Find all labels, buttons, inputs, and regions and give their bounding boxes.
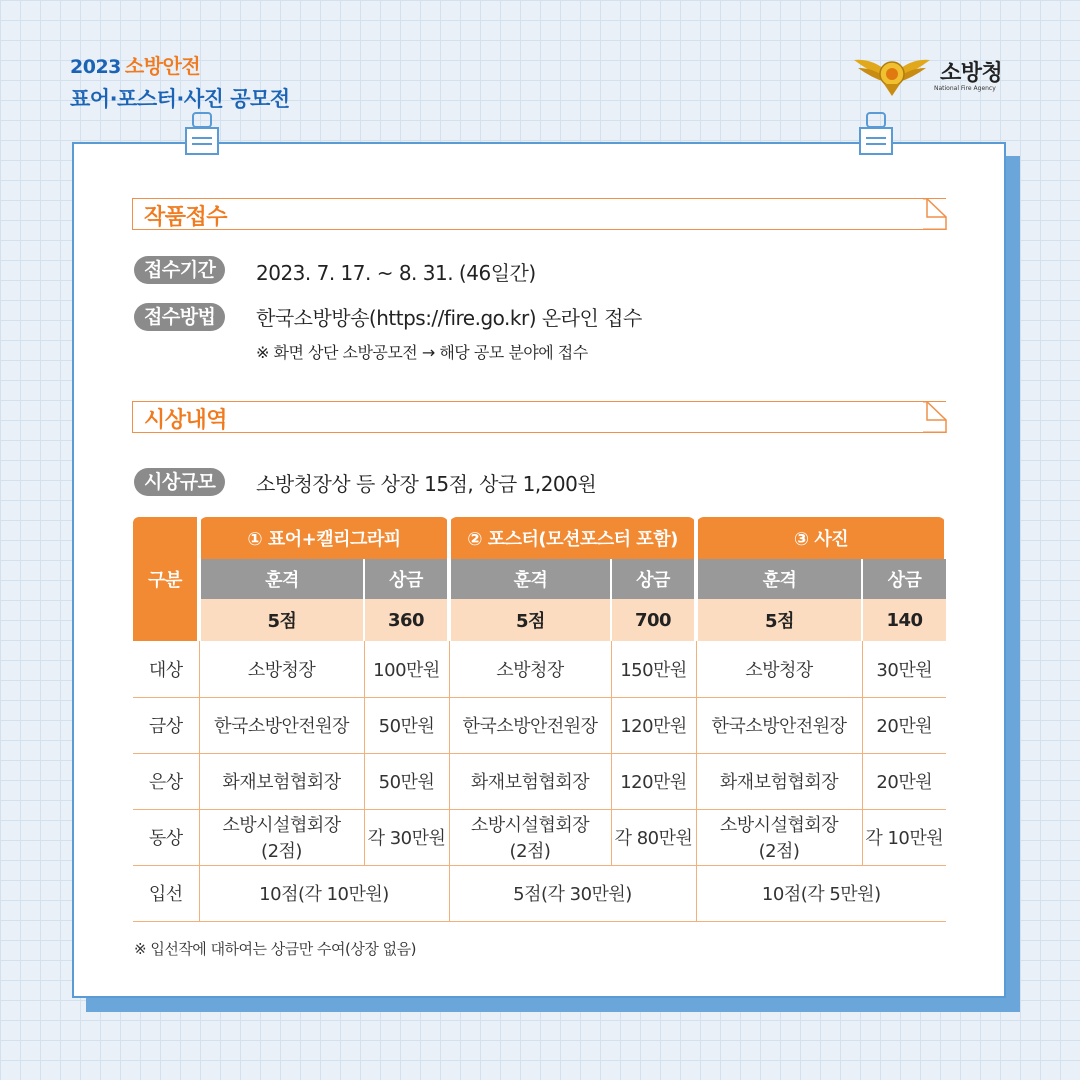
table-count-row [133, 599, 946, 641]
honor-cell [199, 809, 364, 865]
header-subtitle: 표어·포스터·사진 공모전 [70, 87, 290, 111]
honor-cell: 화재보험협회장 [696, 753, 862, 809]
method-value: 한국소방방송(https://fire.go.kr) 온라인 접수 [256, 306, 642, 330]
prize-cell: 각 10만원 [862, 809, 946, 865]
honor-count: (2점) [758, 841, 800, 862]
section-title: 시상내역 [144, 408, 228, 433]
table-subheader-row [133, 559, 946, 599]
table-row [133, 809, 946, 865]
agency-name: 소방청 [940, 61, 1003, 86]
table-group-header-row [133, 517, 946, 559]
header-year: 2023 [70, 56, 121, 78]
honorable-cell: 5점(각 30만원) [449, 865, 696, 921]
awards-table [133, 517, 948, 922]
header-title-line [70, 50, 290, 79]
honor-name: 소방시설협회장 [719, 815, 839, 836]
honor-cell: 한국소방안전원장 [449, 697, 611, 753]
honor-cell: 소방청장 [449, 641, 611, 697]
folded-corner-icon [923, 401, 947, 433]
group-header: ① 표어+캘리그라피 [199, 517, 449, 559]
honor-count: (2점) [261, 841, 302, 862]
table-row [133, 753, 946, 809]
scale-value: 소방청장상 등 상장 15점, 상금 1,200원 [256, 472, 597, 496]
prize-cell: 30만원 [862, 641, 946, 697]
award-rank: 금상 [133, 697, 199, 753]
prize-cell: 150만원 [611, 641, 696, 697]
prize-cell: 20만원 [862, 753, 946, 809]
prize-cell: 100만원 [364, 641, 449, 697]
prize-cell: 50만원 [364, 753, 449, 809]
honor-count: (2점) [509, 841, 551, 862]
honor-cell [696, 809, 862, 865]
header-highlight: 소방안전 [124, 54, 201, 78]
group-header: ② 포스터(모션포스터 포함) [449, 517, 696, 559]
prize-subheader: 상금 [364, 559, 449, 599]
prize-total: 140 [862, 599, 946, 641]
honor-cell [449, 809, 611, 865]
honor-cell: 소방청장 [696, 641, 862, 697]
honor-cell: 화재보험협회장 [449, 753, 611, 809]
period-value: 2023. 7. 17. ~ 8. 31. (46일간) [256, 261, 536, 285]
prize-total: 700 [611, 599, 696, 641]
period-label-badge: 접수기간 [134, 256, 225, 284]
section-awards-header [132, 401, 946, 433]
award-count: 5점 [199, 599, 364, 641]
event-header [70, 50, 290, 113]
binder-clip-icon [182, 112, 222, 156]
section-title: 작품접수 [144, 205, 228, 230]
honor-subheader: 훈격 [449, 559, 611, 599]
method-label-badge: 접수방법 [134, 303, 225, 331]
group-header: ③ 사진 [696, 517, 946, 559]
award-rank: 동상 [133, 809, 199, 865]
honor-subheader: 훈격 [696, 559, 862, 599]
award-rank: 대상 [133, 641, 199, 697]
section-submission-header [132, 198, 946, 230]
footnote: ※ 입선작에 대하여는 상금만 수여(상장 없음) [134, 940, 416, 958]
award-rank: 은상 [133, 753, 199, 809]
table-row-honorable [133, 865, 946, 921]
agency-logo [852, 50, 1022, 100]
award-rank: 입선 [133, 865, 199, 921]
prize-cell: 50만원 [364, 697, 449, 753]
binder-clip-icon [856, 112, 896, 156]
award-count: 5점 [449, 599, 611, 641]
honor-cell: 한국소방안전원장 [696, 697, 862, 753]
method-note: ※ 화면 상단 소방공모전 → 해당 공모 분야에 접수 [256, 343, 588, 362]
prize-cell: 각 30만원 [364, 809, 449, 865]
award-count: 5점 [696, 599, 862, 641]
category-header: 구분 [133, 517, 199, 641]
honor-subheader: 훈격 [199, 559, 364, 599]
honorable-cell: 10점(각 10만원) [199, 865, 449, 921]
honor-cell: 소방청장 [199, 641, 364, 697]
prize-subheader: 상금 [611, 559, 696, 599]
table-row [133, 641, 946, 697]
prize-subheader: 상금 [862, 559, 946, 599]
honorable-cell: 10점(각 5만원) [696, 865, 946, 921]
prize-cell: 20만원 [862, 697, 946, 753]
prize-cell: 120만원 [611, 753, 696, 809]
agency-english-name: National Fire Agency [934, 85, 996, 92]
honor-name: 소방시설협회장 [470, 815, 590, 836]
honor-name: 소방시설협회장 [222, 815, 341, 836]
honor-cell: 한국소방안전원장 [199, 697, 364, 753]
honor-cell: 화재보험협회장 [199, 753, 364, 809]
prize-cell: 120만원 [611, 697, 696, 753]
prize-total: 360 [364, 599, 449, 641]
folded-corner-icon [923, 198, 947, 230]
eagle-emblem-icon [852, 50, 932, 100]
prize-cell: 각 80만원 [611, 809, 696, 865]
scale-label-badge: 시상규모 [134, 468, 225, 496]
table-row [133, 697, 946, 753]
